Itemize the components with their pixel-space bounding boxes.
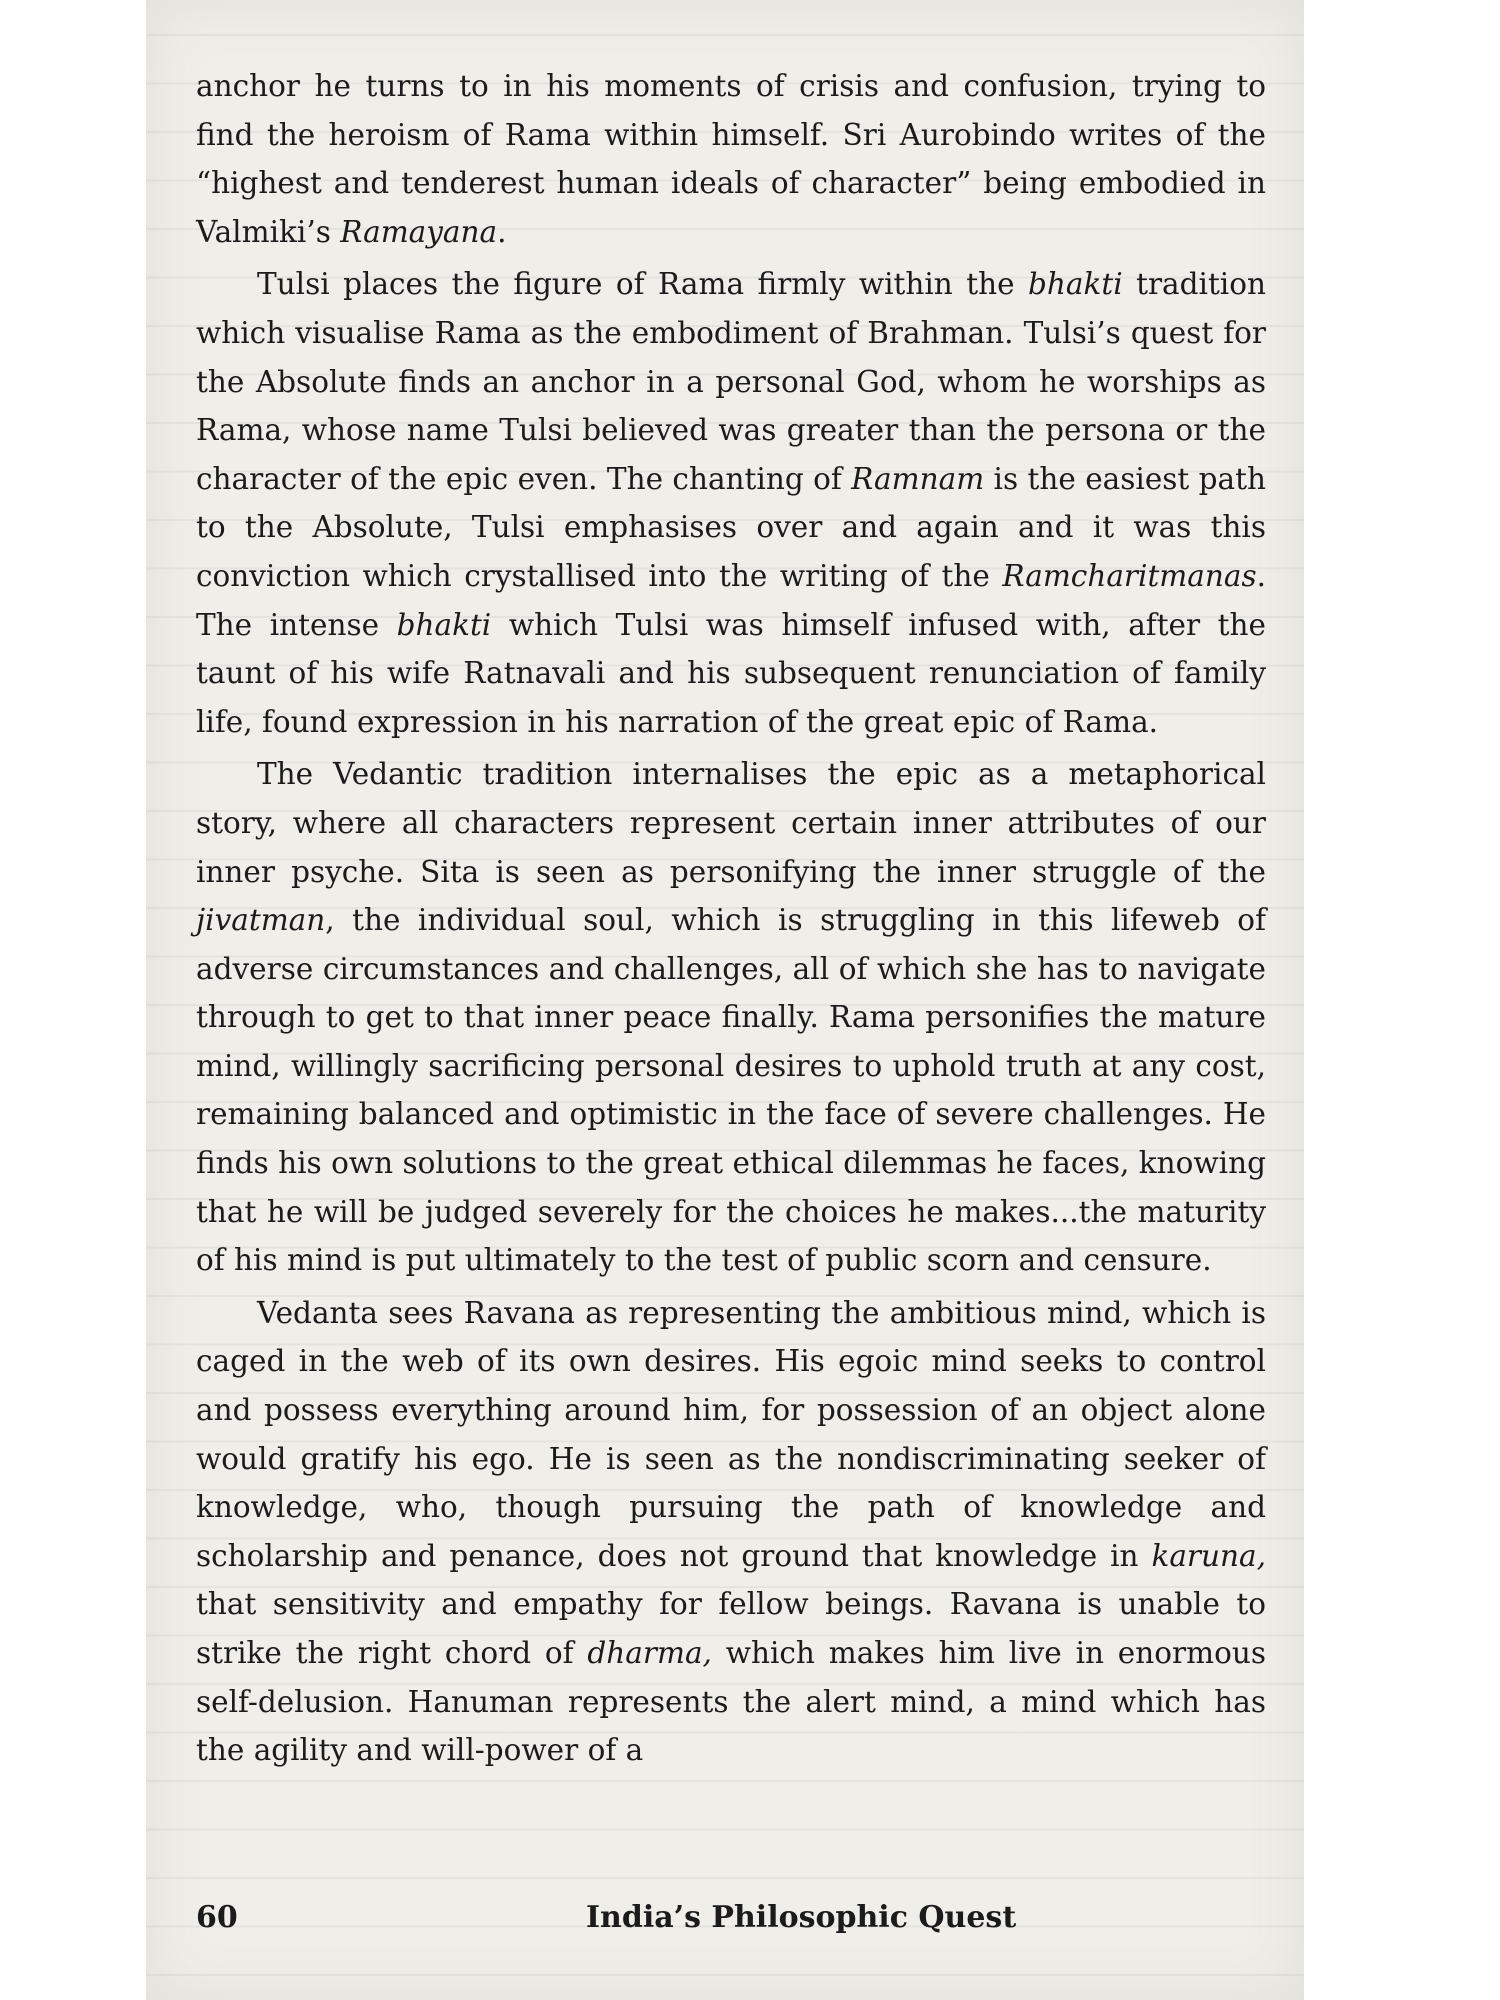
text-run: which makes him live in enormous self-delusion. Hanuman represents the alert mind, a mind which has the agility and will-power of a [196, 1636, 1266, 1768]
text-run: The Vedantic tradition internalises the epic as a metaphorical story, where all characters represent certain inner attributes of our inner psyche. Sita is seen as personifying the inner struggle of the [196, 757, 1266, 889]
text-run: , the individual soul, which is struggling in this lifeweb of adverse circumstances and challenges, all of which she has to navigate through to get to that inner peace finally. Rama personifies the mature mind, willingly sacrificing personal desires to uphold truth at any cost, remaining balanced and optimistic in the face of severe challenges. He finds his own solutions to the great ethical dilemmas he faces, knowing that he will be judged severely for the choices he makes...the maturity of his mind is put ultimately to the test of public scorn and censure. [196, 903, 1266, 1278]
italic-term: bhakti [396, 607, 492, 642]
paragraph-3 [196, 750, 1266, 1285]
text-run: that sensitivity and empathy for fellow beings. Ravana is unable to strike the right chord of [196, 1587, 1266, 1670]
text-run: . The intense [196, 558, 1266, 642]
paragraph-1 [196, 62, 1266, 256]
page-number: 60 [196, 1900, 238, 1935]
italic-term: bhakti [1028, 267, 1123, 302]
text-run: . [497, 214, 507, 249]
text-run: Tulsi places the figure of Rama firmly within the [257, 267, 1028, 302]
running-head: India’s Philosophic Quest [586, 1900, 1017, 1935]
paragraph-4 [196, 1289, 1266, 1775]
text-run: is the easiest path to the Absolute, Tulsi emphasises over and again and it was this conviction which crystallised into the writing of the [196, 461, 1266, 593]
text-run: anchor he turns to in his moments of crisis and confusion, trying to find the heroism of Rama within himself. Sri Aurobindo writes of the “highest and tenderest human ideals of character” being embodied in Valmiki’s [196, 69, 1266, 249]
italic-term: karuna, [1151, 1538, 1266, 1573]
paragraph-2 [196, 260, 1266, 746]
italic-term: dharma, [587, 1636, 712, 1670]
text-run: which Tulsi was himself infused with, after the taunt of his wife Ratnavali and his subsequent renunciation of family life, found expression in his narration of the great epic of Rama. [196, 607, 1266, 739]
book-page [146, 0, 1304, 2000]
text-run: Vedanta sees Ravana as representing the ambitious mind, which is caged in the web of its own desires. His egoic mind seeks to control and possess everything around him, for possession of an object alone would gratify his ego. He is seen as the nondiscriminating seeker of knowledge, who, though pursuing the path of knowledge and scholarship and penance, does not ground that knowledge in [196, 1295, 1266, 1573]
italic-term: Ramcharitmanas [1002, 558, 1257, 593]
italic-term: Ramnam [851, 461, 985, 496]
body-text [196, 62, 1266, 1775]
page-footer [196, 1900, 1266, 1948]
italic-term: Ramayana [340, 214, 498, 249]
text-run: tradition which visualise Rama as the embodiment of Brahman. Tulsi’s quest for the Absolute finds an anchor in a personal God, whom he worships as Rama, whose name Tulsi believed was greater than the persona or the character of the epic even. The chanting of [196, 267, 1266, 496]
italic-term: jivatman [196, 903, 326, 938]
